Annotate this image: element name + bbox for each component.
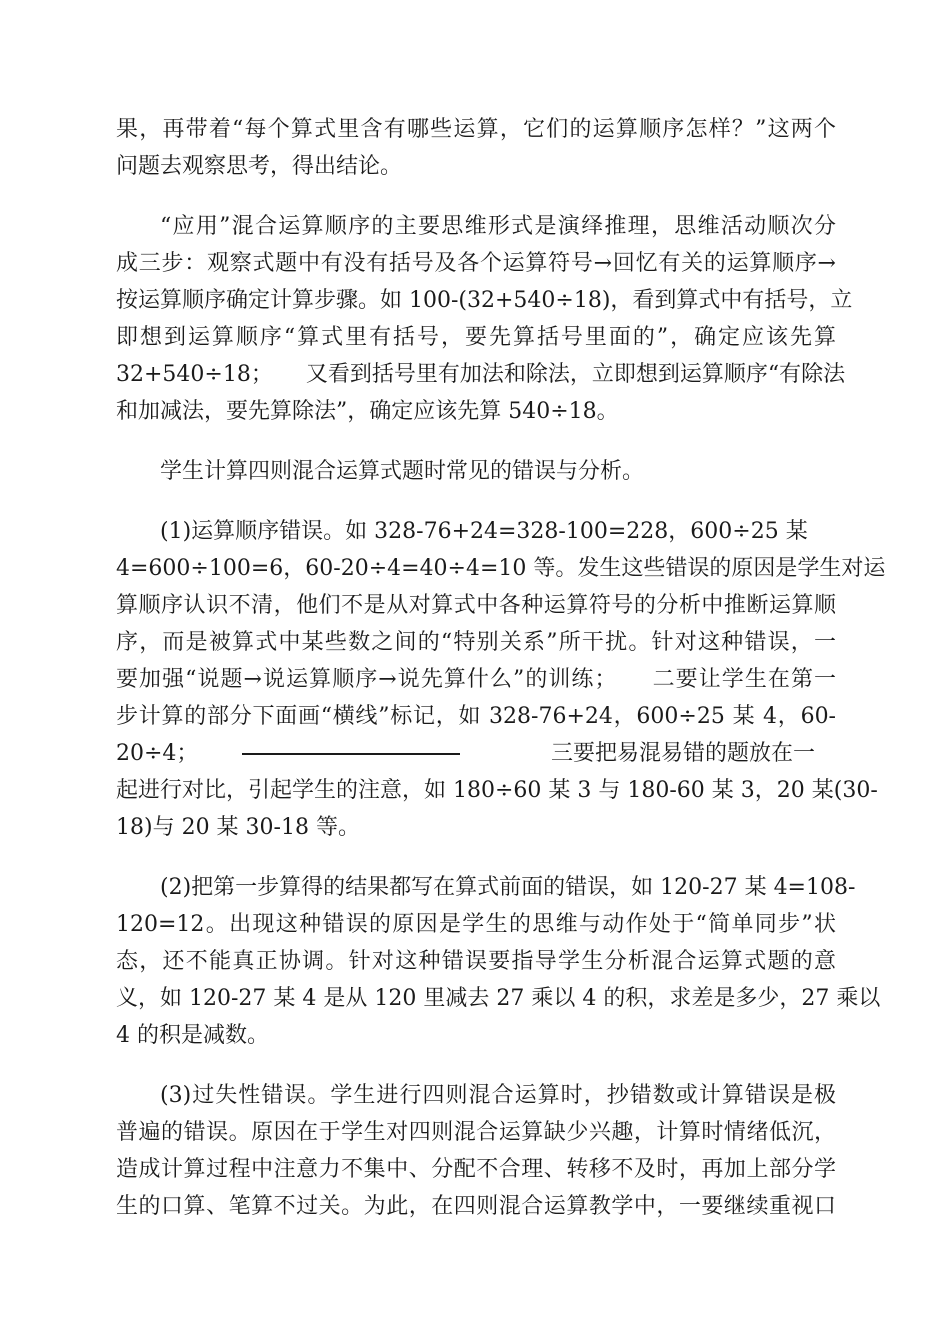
text-line: 造成计算过程中注意力不集中、分配不合理、转移不及时，再加上部分学	[116, 1157, 836, 1182]
paragraph-continuation	[116, 111, 836, 185]
text-line: 4 的积是减数。	[116, 1023, 269, 1048]
text-line: 即想到运算顺序“算式里有括号，要先算括号里面的”，确定应该先算	[116, 325, 836, 350]
text-segment: 20÷4；	[116, 741, 199, 766]
text-line: 120=12。出现这种错误的原因是学生的思维与动作处于“简单同步”状	[116, 912, 836, 937]
text-line: 义，如 120-27 某 4 是从 120 里减去 27 乘以 4 的积，求差是多少，27 乘以	[116, 986, 881, 1011]
text-line: 步计算的部分下面画“横线”标记，如 328-76+24，600÷25 某 4，60-	[116, 704, 836, 729]
paragraph-error-1	[116, 513, 886, 846]
text-line: 果，再带着“每个算式里含有哪些运算，它们的运算顺序怎样？”这两个	[116, 117, 836, 142]
text-line: (1)运算顺序错误。如 328-76+24=328-100=228，600÷25 某	[160, 519, 808, 544]
text-line: 问题去观察思考，得出结论。	[116, 154, 403, 179]
paragraph-error-2	[116, 869, 881, 1054]
text-line: 态，还不能真正协调。针对这种错误要指导学生分析混合运算式题的意	[116, 949, 836, 974]
text-line: “应用”混合运算顺序的主要思维形式是演绎推理，思维活动顺次分	[160, 214, 836, 239]
text-line: (2)把第一步算得的结果都写在算式前面的错误，如 120-27 某 4=108-	[160, 875, 856, 900]
text-segment: 三要把易混易错的题放在一	[551, 741, 816, 766]
paragraph-application	[116, 208, 853, 430]
text-line: 32+540÷18； 又看到括号里有加法和除法，立即想到运算顺序“有除法	[116, 362, 846, 387]
text-line: 4=600÷100=6，60-20÷4=40÷4=10 等。发生这些错误的原因是学生对运	[116, 556, 886, 581]
text-line: 普遍的错误。原因在于学生对四则混合运算缺少兴趣，计算时情绪低沉，	[116, 1120, 836, 1145]
text-line: 学生计算四则混合运算式题时常见的错误与分析。	[160, 459, 645, 484]
text-line: 要加强“说题→说运算顺序→说先算什么”的训练； 二要让学生在第一	[116, 667, 836, 692]
paragraph-error-3	[116, 1077, 836, 1225]
text-line: 成三步：观察式题中有没有括号及各个运算符号→回忆有关的运算顺序→	[116, 251, 836, 276]
horizontal-rule	[242, 753, 460, 755]
paragraph-heading	[116, 453, 836, 490]
text-line: 和加减法，要先算除法”，确定应该先算 540÷18。	[116, 399, 619, 424]
text-line-with-rule	[116, 735, 836, 772]
text-line: 生的口算、笔算不过关。为此，在四则混合运算教学中，一要继续重视口	[116, 1194, 836, 1219]
text-line: 序，而是被算式中某些数之间的“特别关系”所干扰。针对这种错误，一	[116, 630, 836, 655]
text-line: 按运算顺序确定计算步骤。如 100-(32+540÷18)，看到算式中有括号，立	[116, 288, 853, 313]
text-line: 18)与 20 某 30-18 等。	[116, 815, 360, 840]
text-line: 算顺序认识不清，他们不是从对算式中各种运算符号的分析中推断运算顺	[116, 593, 836, 618]
text-line: 起进行对比，引起学生的注意，如 180÷60 某 3 与 180-60 某 3，20 某(30-	[116, 778, 878, 803]
document-page	[116, 111, 886, 1225]
text-line: (3)过失性错误。学生进行四则混合运算时，抄错数或计算错误是极	[160, 1083, 836, 1108]
